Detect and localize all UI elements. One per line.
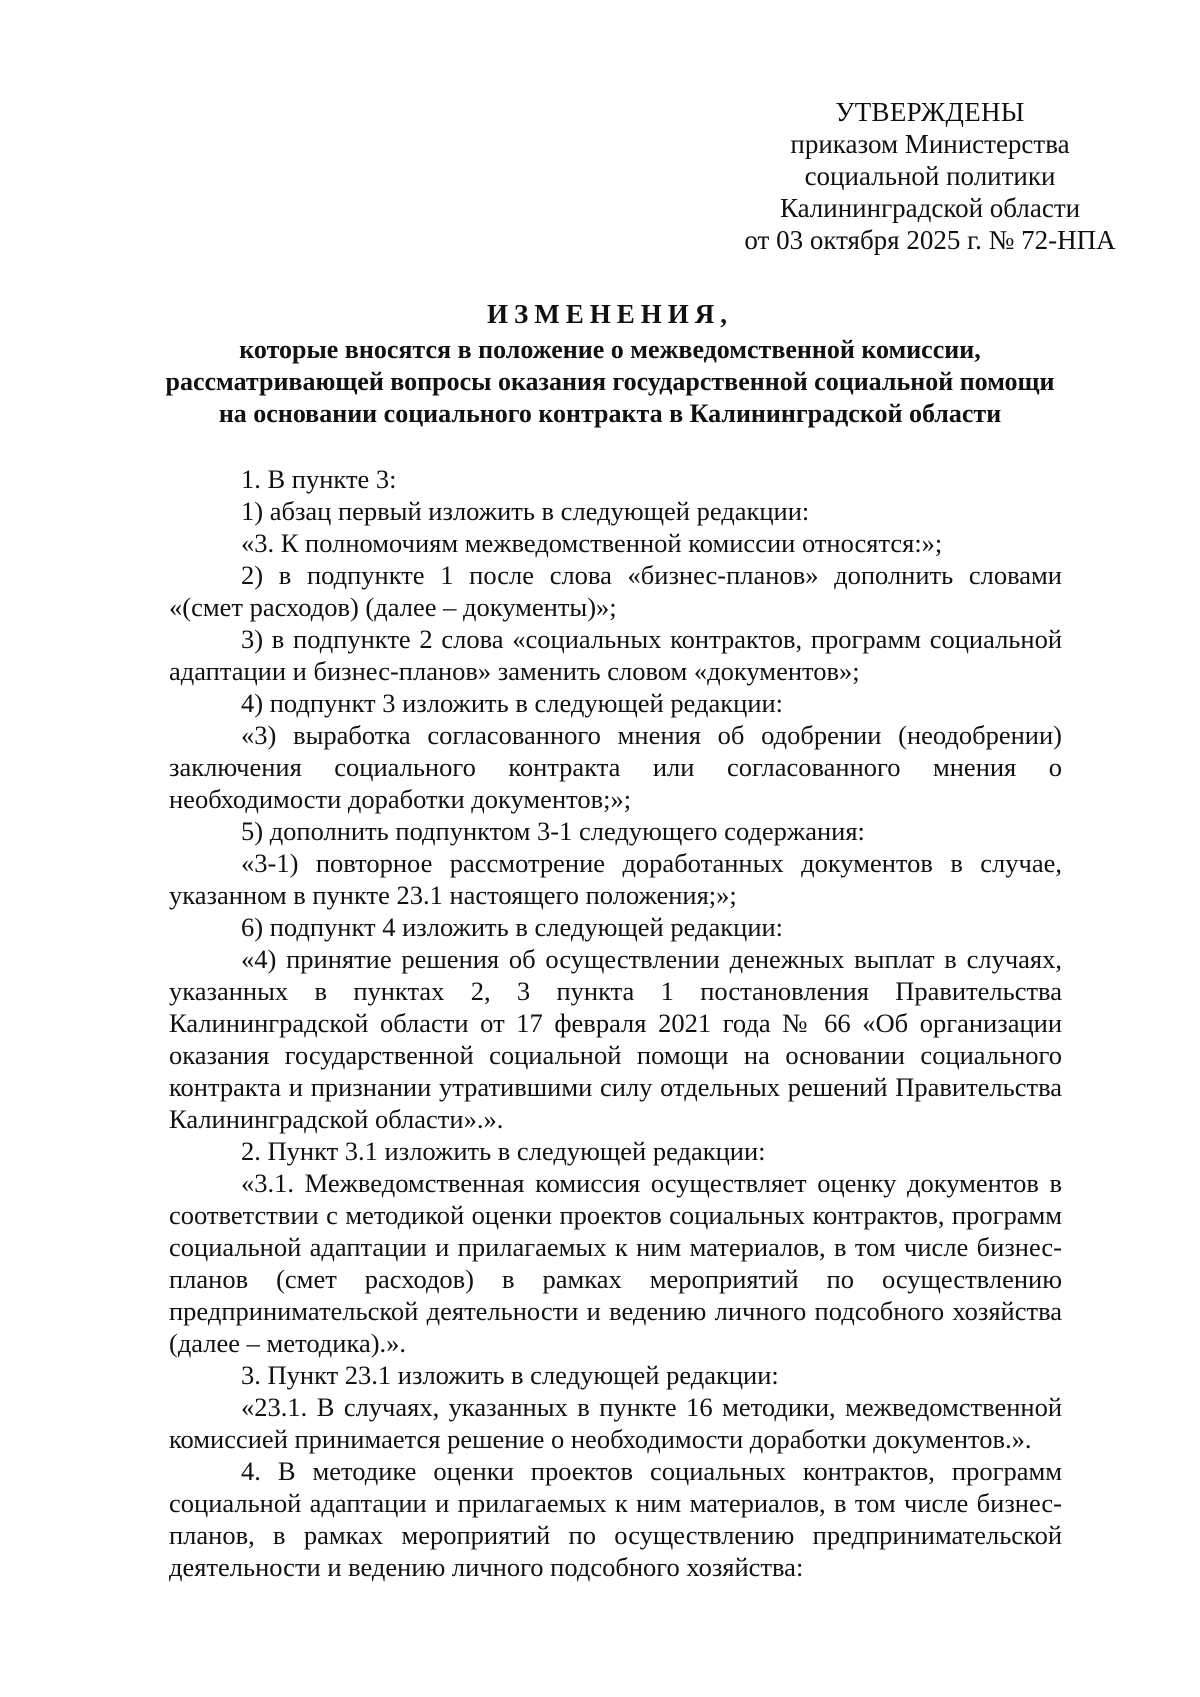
- paragraph: «3-1) повторное рассмотрение доработанных документов в случае, указанном в пункте 23.1 настоящего положения;»;: [169, 848, 1062, 910]
- paragraph: «23.1. В случаях, указанных в пункте 16 методики, межведомственной комиссией принимается решение о необходимости доработки документов.».: [169, 1392, 1062, 1454]
- paragraph: 3) в подпункте 2 слова «социальных контрактов, программ социальной адаптации и бизнес-планов» заменить словом «документов»;: [169, 624, 1062, 686]
- approval-line: Калининградской области: [779, 193, 1081, 223]
- approval-line: приказом Министерства: [790, 129, 1070, 159]
- document-subtitle-line: рассматривающей вопросы оказания государственной социальной помощи: [165, 367, 1055, 396]
- approval-title: УТВЕРЖДЕНЫ: [835, 97, 1025, 127]
- document-heading: [160, 296, 1060, 430]
- approval-date-number: от 03 октября 2025 г. № 72-НПА: [744, 225, 1116, 255]
- paragraph: 1. В пункте 3:: [241, 464, 397, 494]
- paragraph: 4. В методике оценки проектов социальных контрактов, программ социальной адаптации и прилагаемых к ним материалов, в том числе бизнес-планов, в рамках мероприятий по осуществлению предпринимательской деятельности и ведению личного подсобного хозяйства:: [169, 1456, 1062, 1582]
- document-subtitle-line: на основании социального контракта в Калининградской области: [218, 399, 1002, 428]
- paragraph: 3. Пункт 23.1 изложить в следующей редакции:: [241, 1360, 779, 1390]
- paragraph: «3. К полномочиям межведомственной комиссии относятся:»;: [241, 528, 943, 558]
- paragraph: 2) в подпункте 1 после слова «бизнес-планов» дополнить словами «(смет расходов) (далее – документы)»;: [169, 560, 1062, 622]
- approval-line: социальной политики: [804, 161, 1056, 191]
- paragraph: 2. Пункт 3.1 изложить в следующей редакции:: [241, 1136, 766, 1166]
- document-subtitle-line: которые вносятся в положение о межведомственной комиссии,: [239, 335, 981, 364]
- paragraph: 6) подпункт 4 изложить в следующей редакции:: [241, 912, 784, 942]
- document-title: ИЗМЕНЕНИЯ,: [486, 299, 733, 329]
- paragraph: 5) дополнить подпунктом 3-1 следующего содержания:: [241, 816, 865, 846]
- paragraph: 1) абзац первый изложить в следующей редакции:: [241, 496, 810, 526]
- paragraph: «4) принятие решения об осуществлении денежных выплат в случаях, указанных в пунктах 2, 3 пункта 1 постановления Правительства Калининградской области от 17 февраля 2021 года № 66 «Об организации оказания государственной социальной помощи на основании социального контракта и признании утратившими силу отдельных решений Правительства Калининградской области».».: [169, 944, 1062, 1134]
- approval-stamp: [720, 96, 1140, 256]
- paragraph: 4) подпункт 3 изложить в следующей редакции:: [241, 688, 784, 718]
- document-body: [169, 463, 1062, 1583]
- paragraph: «3) выработка согласованного мнения об одобрении (неодобрении) заключения социального контракта или согласованного мнения о необходимости доработки документов;»;: [169, 720, 1062, 814]
- paragraph: «3.1. Межведомственная комиссия осуществляет оценку документов в соответствии с методикой оценки проектов социальных контрактов, программ социальной адаптации и прилагаемых к ним материалов, в том числе бизнес-планов (смет расходов) в рамках мероприятий по осуществлению предпринимательской деятельности и ведению личного подсобного хозяйства (далее – методика).».: [169, 1168, 1062, 1358]
